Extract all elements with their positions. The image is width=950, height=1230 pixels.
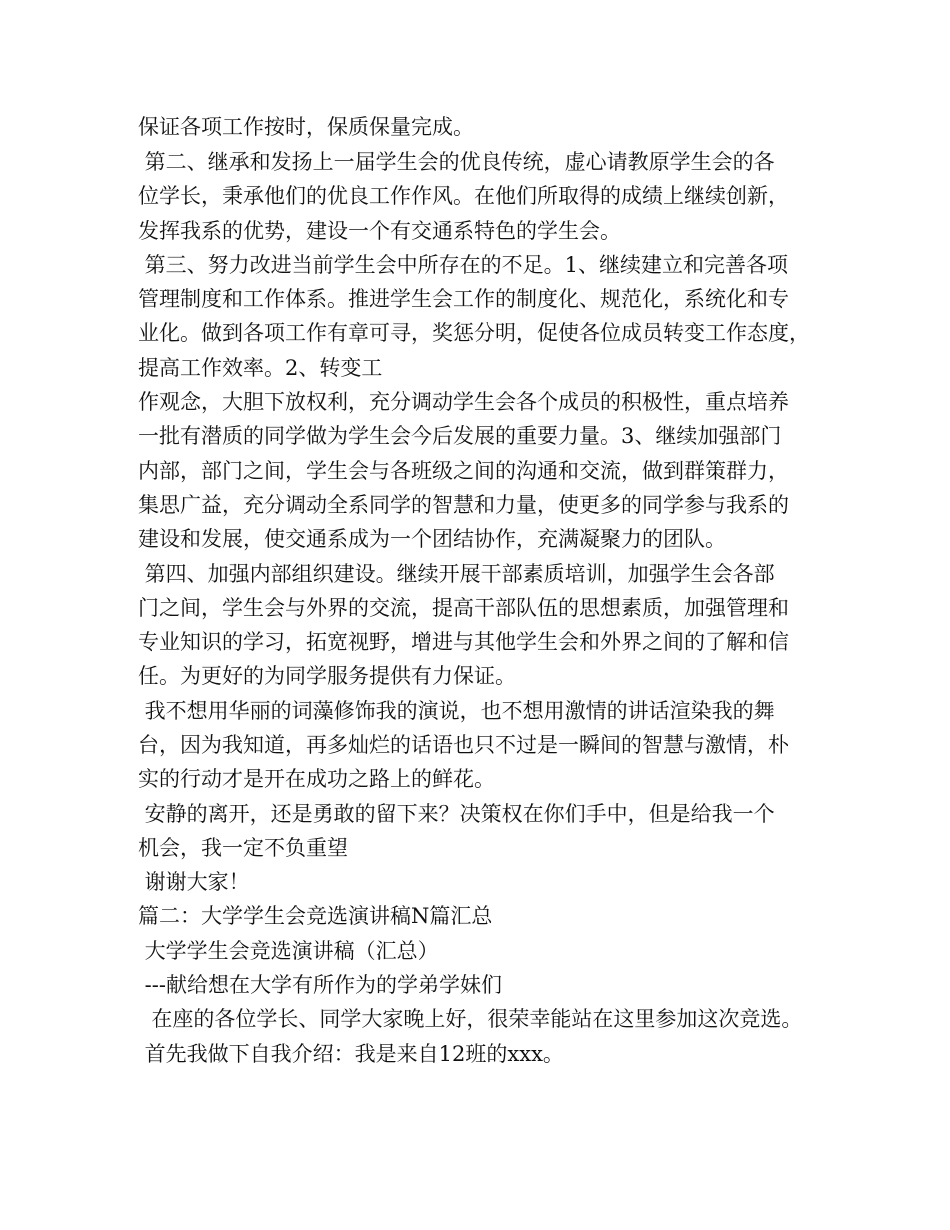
text-line: 保证各项工作按时，保质保量完成。 bbox=[138, 115, 474, 139]
text-line: 我不想用华丽的词藻修饰我的演说，也不想用激情的讲话渲染我的舞 bbox=[138, 699, 775, 723]
text-line: 建设和发展，使交通系成为一个团结协作，充满凝聚力的团队。 bbox=[138, 527, 726, 551]
text-line: 业化。做到各项工作有章可寻，奖惩分明，促使各位成员转变工作态度， bbox=[138, 321, 810, 345]
text-line: 内部，部门之间，学生会与各班级之间的沟通和交流，做到群策群力， bbox=[138, 459, 789, 483]
text-line: 台，因为我知道，再多灿烂的话语也只不过是一瞬间的智慧与激情，朴 bbox=[138, 733, 789, 757]
text-line: 专业知识的学习，拓宽视野，增进与其他学生会和外界之间的了解和信 bbox=[138, 630, 789, 654]
text-line: 大学学生会竞选演讲稿（汇总） bbox=[138, 939, 439, 963]
text-line: 第二、继承和发扬上一届学生会的优良传统，虚心请教原学生会的各 bbox=[138, 150, 775, 174]
text-line: 首先我做下自我介绍：我是来自12班的xxx。 bbox=[138, 1042, 564, 1066]
text-line: 管理制度和工作体系。推进学生会工作的制度化、规范化，系统化和专 bbox=[138, 287, 789, 311]
text-line: 谢谢大家！ bbox=[138, 870, 250, 894]
text-line: 第四、加强内部组织建设。继续开展干部素质培训，加强学生会各部 bbox=[138, 562, 775, 586]
text-line: ---献给想在大学有所作为的学弟学妹们 bbox=[138, 973, 502, 997]
text-line: 一批有潜质的同学做为学生会今后发展的重要力量。3、继续加强部门 bbox=[138, 424, 782, 448]
text-line: 第三、努力改进当前学生会中所存在的不足。1、继续建立和完善各项 bbox=[138, 253, 789, 277]
text-line: 实的行动才是开在成功之路上的鲜花。 bbox=[138, 767, 495, 791]
section-heading: 篇二：大学学生会竞选演讲稿N篇汇总 bbox=[138, 904, 493, 928]
text-line: 集思广益，充分调动全系同学的智慧和力量，使更多的同学参与我系的 bbox=[138, 493, 789, 517]
text-line: 门之间，学生会与外界的交流，提高干部队伍的思想素质，加强管理和 bbox=[138, 596, 789, 620]
text-line: 提高工作效率。2、转变工 bbox=[138, 356, 383, 380]
text-line: 作观念，大胆下放权利，充分调动学生会各个成员的积极性，重点培养 bbox=[138, 390, 789, 414]
text-line: 安静的离开，还是勇敢的留下来？决策权在你们手中，但是给我一个 bbox=[138, 802, 775, 826]
text-line: 机会，我一定不负重望 bbox=[138, 836, 348, 860]
text-line: 在座的各位学长、同学大家晚上好，很荣幸能站在这里参加这次竞选。 bbox=[138, 1007, 803, 1031]
text-line: 位学长，秉承他们的优良工作作风。在他们所取得的成绩上继续创新， bbox=[138, 184, 789, 208]
text-line: 任。为更好的为同学服务提供有力保证。 bbox=[138, 664, 516, 688]
text-line: 发挥我系的优势，建设一个有交通系特色的学生会。 bbox=[138, 219, 621, 243]
